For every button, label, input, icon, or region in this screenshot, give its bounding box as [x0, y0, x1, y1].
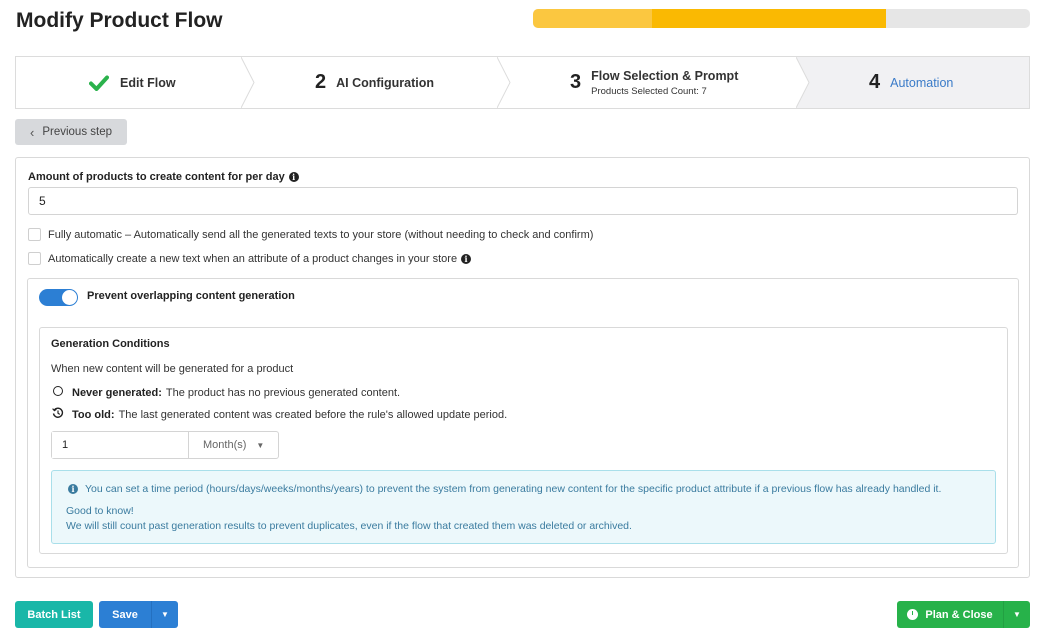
info-icon[interactable]: i: [289, 172, 299, 182]
step-number: 2: [315, 71, 327, 93]
period-group: [51, 431, 279, 459]
step-label: Automation: [890, 75, 954, 90]
step-number: 4: [869, 71, 881, 93]
info-icon: i: [68, 484, 78, 494]
fully-automatic-checkbox[interactable]: [28, 228, 41, 241]
step-automation[interactable]: [797, 57, 1029, 108]
step-label: Edit Flow: [120, 75, 176, 90]
step-ai-configuration[interactable]: [256, 57, 498, 108]
period-unit-select[interactable]: [189, 432, 278, 458]
save-dropdown-toggle[interactable]: [151, 601, 178, 628]
history-icon: [51, 407, 65, 422]
batch-list-label: Batch List: [27, 608, 81, 621]
period-value-input[interactable]: [52, 432, 189, 458]
overlap-toggle-label: Prevent overlapping content generation: [87, 290, 295, 302]
batch-list-button[interactable]: [15, 601, 93, 628]
amount-per-day-input[interactable]: [28, 187, 1018, 215]
previous-step-button[interactable]: [15, 119, 127, 145]
toggle-knob: [62, 290, 77, 305]
fully-automatic-label: Fully automatic – Automatically send all the generated texts to your store (without needing to check and confirm): [48, 228, 594, 241]
alert-note: We will still count past generation results to prevent duplicates, even if the flow that created them was deleted or archived.: [66, 520, 632, 532]
info-alert: [51, 470, 996, 544]
too-old-label: Too old:: [72, 408, 115, 421]
step-divider: [241, 57, 255, 108]
step-number: 3: [570, 71, 582, 93]
auto-new-text-label: Automatically create a new text when an attribute of a product changes in your store: [48, 252, 458, 265]
never-generated-label: Never generated:: [72, 386, 162, 399]
step-label: AI Configuration: [336, 75, 435, 90]
circle-icon: [51, 386, 65, 399]
alert-message-row: [68, 483, 941, 495]
progress-completed: [533, 9, 652, 28]
progress-bar: [533, 9, 1030, 28]
save-button[interactable]: Save: [112, 608, 138, 621]
alert-text: You can set a time period (hours/days/weeks/months/years) to prevent the system from generating new content for the specific product attribute if a previous flow has already handled it.: [85, 483, 942, 495]
alert-good-to-know: Good to know!: [66, 505, 134, 517]
step-edit-flow[interactable]: [16, 57, 243, 108]
progress-current: [652, 9, 886, 28]
plan-close-button-group: [897, 601, 1030, 628]
period-unit-value: Month(s): [203, 439, 247, 451]
never-generated-option[interactable]: [51, 386, 400, 399]
caret-down-icon: ▼: [161, 610, 169, 619]
caret-down-icon: ▼: [256, 440, 265, 450]
caret-down-icon: ▼: [1013, 610, 1021, 619]
step-flow-selection[interactable]: [512, 57, 797, 108]
amount-label-row: [28, 171, 299, 183]
stepper: [15, 56, 1030, 109]
conditions-title: Generation Conditions: [51, 338, 170, 350]
step-label: Flow Selection & Prompt: [591, 68, 739, 83]
fully-automatic-option[interactable]: [28, 228, 593, 241]
checkmark-icon: [89, 75, 109, 91]
plan-close-button[interactable]: [897, 609, 1003, 621]
clock-icon: [907, 609, 918, 620]
automation-card: [15, 157, 1030, 578]
previous-step-label: Previous step: [42, 126, 113, 138]
save-button-group: [99, 601, 178, 628]
too-old-option[interactable]: [51, 407, 507, 422]
step-sublabel: Products Selected Count: 7: [591, 85, 707, 97]
overlap-toggle[interactable]: [39, 289, 78, 306]
step-divider: [796, 57, 810, 108]
step-divider: [497, 57, 511, 108]
conditions-description: When new content will be generated for a product: [51, 363, 294, 375]
never-generated-text: The product has no previous generated content.: [165, 386, 401, 399]
chevron-left-icon: ‹: [29, 124, 35, 140]
too-old-text: The last generated content was created before the rule's allowed update period.: [118, 408, 508, 421]
info-icon[interactable]: i: [461, 254, 471, 264]
plan-close-dropdown-toggle[interactable]: [1003, 601, 1030, 628]
plan-close-label: Plan & Close: [925, 608, 993, 621]
amount-label: Amount of products to create content for per day: [28, 171, 285, 183]
overlap-section: [27, 278, 1019, 568]
generation-conditions-panel: [39, 327, 1008, 554]
auto-new-text-option[interactable]: [28, 252, 471, 265]
auto-new-text-checkbox[interactable]: [28, 252, 41, 265]
page-title: Modify Product Flow: [16, 9, 223, 32]
